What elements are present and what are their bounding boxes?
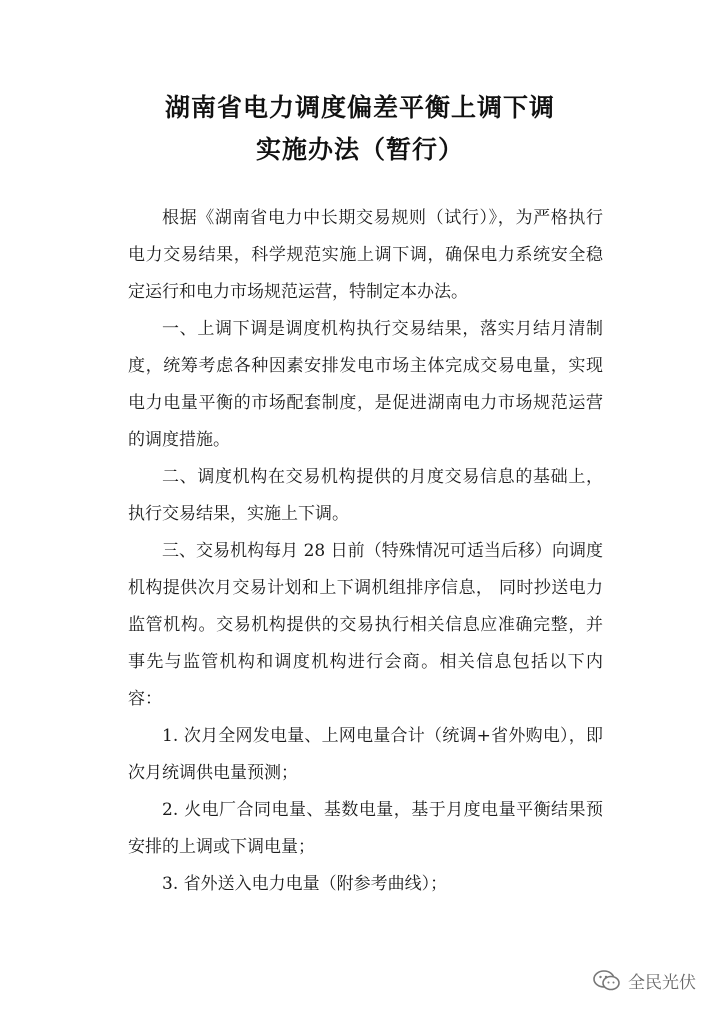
watermark <box>592 968 696 993</box>
document-body <box>128 200 603 903</box>
list-item-2: 2. 火电厂合同电量、基数电量，基于月度电量平衡结果预安排的上调或下调电量； <box>128 800 603 857</box>
paragraph-intro: 根据《湖南省电力中长期交易规则（试行）》，为严格执行电力交易结果，科学规范实施上调下调，确保电力系统安全稳定运行和电力市场规范运营，特制定本办法。 <box>128 208 603 302</box>
wechat-icon <box>592 969 622 993</box>
document-title-line2: 实施办法（暂行） <box>255 135 464 164</box>
paragraph-article-1: 一、上调下调是调度机构执行交易结果，落实月结月清制度，统筹考虑各种因素安排发电市场主体完成交易电量，实现电力电量平衡的市场配套制度，是促进湖南电力市场规范运营的调度措施。 <box>128 319 603 450</box>
list-item-1: 1. 次月全网发电量、上网电量合计（统调+省外购电），即次月统调供电量预测； <box>128 726 603 783</box>
document-title-line1: 湖南省电力调度偏差平衡上调下调 <box>164 93 555 122</box>
paragraph-article-3: 三、交易机构每月 28 日前（特殊情况可适当后移）向调度机构提供次月交易计划和上下调机组排序信息， 同时抄送电力监管机构。交易机构提供的交易执行相关信息应准确完整，并事先与监管机构和调度机构进行会商。相关信息包括以下内容： <box>128 541 603 709</box>
list-item-3: 3. 省外送入电力电量（附参考曲线）； <box>162 874 448 894</box>
watermark-text: 全民光伏 <box>628 973 696 993</box>
paragraph-article-2: 二、调度机构在交易机构提供的月度交易信息的基础上，执行交易结果，实施上下调。 <box>128 467 603 524</box>
